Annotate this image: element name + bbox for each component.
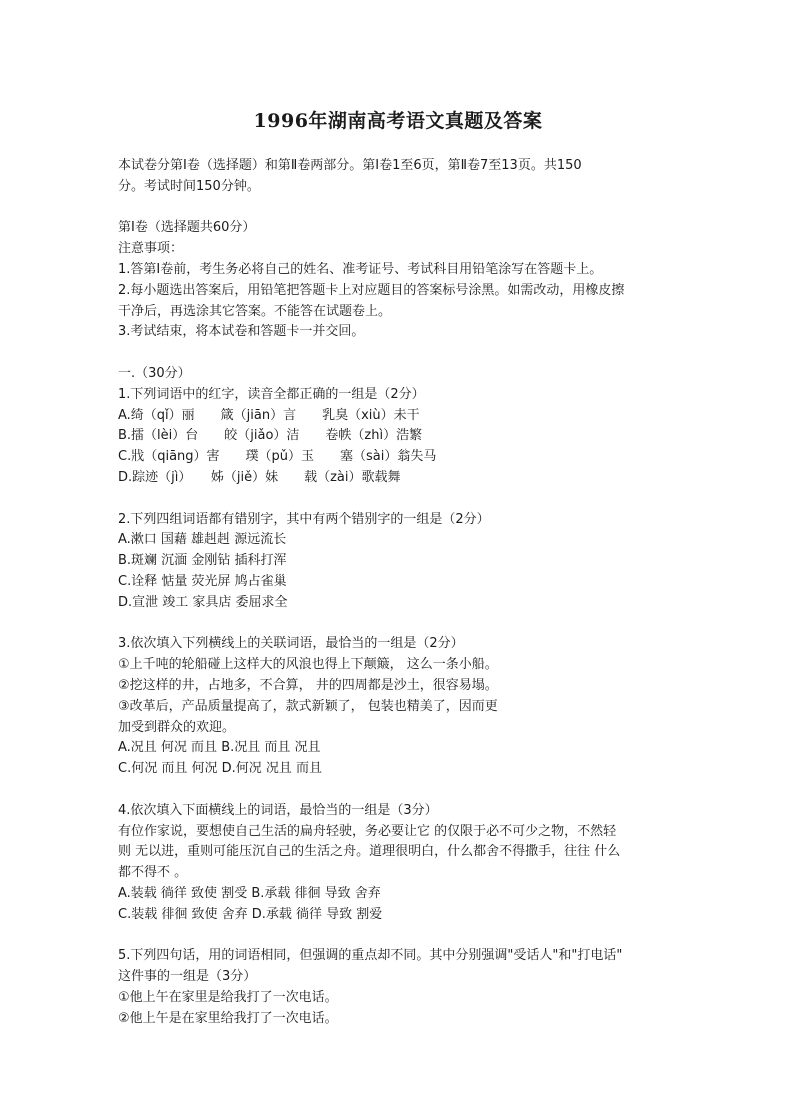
document-title: 1996年湖南高考语文真题及答案 xyxy=(253,110,543,132)
section-heading: 一.（30分） xyxy=(118,365,191,381)
answer-option: C.何况 而且 何况 D.何况 况且 而且 xyxy=(118,761,323,777)
note-line: 2.每小题选出答案后，用铅笔把答题卡上对应题目的答案标号涂黑。如需改动，用橡皮擦 xyxy=(118,282,625,298)
spacer xyxy=(118,780,678,801)
document-body xyxy=(118,156,678,1029)
question-sentence: ②挖这样的井，占地多，不合算， 井的四周都是沙土，很容易塌。 xyxy=(118,677,498,693)
question-sentence: ①上千吨的轮船碰上这样大的风浪也得上下颠簸， 这么一条小船。 xyxy=(118,657,498,673)
answer-option: D.宣泄 竣工 家具店 委屈求全 xyxy=(118,594,288,610)
note-line: 3.考试结束，将本试卷和答题卡一并交回。 xyxy=(118,324,365,340)
answer-option: B.斑斓 沉湎 金刚钻 插科打浑 xyxy=(118,553,287,569)
spacer xyxy=(118,614,678,635)
volume-heading: 第Ⅰ卷（选择题共60分） xyxy=(118,220,256,236)
question-passage: 都不得不 。 xyxy=(118,865,188,881)
question-stem: 5.下列四句话，用的词语相同，但强调的重点却不同。其中分别强调"受话人"和"打电话" xyxy=(118,948,623,964)
spacer xyxy=(118,925,678,946)
question-sentence: ③改革后，产品质量提高了，款式新颖了， 包装也精美了，因而更 xyxy=(118,698,498,714)
answer-option: A.装载 徜徉 致使 割受 B.承载 徘徊 导致 舍弃 xyxy=(118,885,381,901)
question-stem: 1.下列词语中的红字，读音全都正确的一组是（2分） xyxy=(118,386,425,402)
note-line: 1.答第Ⅰ卷前，考生务必将自己的姓名、准考证号、考试科目用铅笔涂写在答题卡上。 xyxy=(118,261,603,277)
spacer xyxy=(118,489,678,510)
intro-line: 分。考试时间150分钟。 xyxy=(118,178,260,194)
intro-line: 本试卷分第Ⅰ卷（选择题）和第Ⅱ卷两部分。第Ⅰ卷1至6页，第Ⅱ卷7至13页。共150 xyxy=(118,158,582,173)
note-line: 干净后，再选涂其它答案。不能答在试题卷上。 xyxy=(118,303,392,319)
question-sentence: ②他上午是在家里给我打了一次电话。 xyxy=(118,1010,338,1026)
question-stem: 这件事的一组是（3分） xyxy=(118,969,257,985)
question-stem: 3.依次填入下列横线上的关联词语，最恰当的一组是（2分） xyxy=(118,636,464,652)
answer-option: C.装载 徘徊 致使 舍弃 D.承载 徜徉 导致 割爱 xyxy=(118,906,383,922)
notes-label: 注意事项： xyxy=(118,241,184,257)
question-sentence: 加受到群众的欢迎。 xyxy=(118,719,236,735)
answer-option: B.擂（lèi）台 皎（jiǎo）洁 卷帙（zhì）浩繁 xyxy=(118,428,423,444)
question-stem: 2.下列四组词语都有错别字，其中有两个错别字的一组是（2分） xyxy=(118,511,490,527)
answer-option: A.漱口 国藉 雄赳赳 源远流长 xyxy=(118,532,287,548)
question-stem: 4.依次填入下面横线上的词语，最恰当的一组是（3分） xyxy=(118,802,438,818)
question-passage: 则 无以进，重则可能压沉自己的生活之舟。道理很明白，什么都舍不得撒手，往往 什么 xyxy=(118,844,621,860)
answer-option: A.况且 何况 而且 B.况且 而且 况且 xyxy=(118,740,321,756)
spacer xyxy=(118,343,678,364)
question-passage: 有位作家说，要想使自己生活的扁舟轻驶，务必要让它 的仅限于必不可少之物，不然轻 xyxy=(118,823,617,839)
answer-option: D.踪迹（jì） 姊（jiě）妹 载（zài）歌载舞 xyxy=(118,469,401,485)
question-sentence: ①他上午在家里是给我打了一次电话。 xyxy=(118,989,338,1005)
spacer xyxy=(118,198,678,219)
answer-option: A.绮（qǐ）丽 箴（jiān）言 乳臭（xiù）未干 xyxy=(118,407,420,423)
answer-option: C.诠释 惦量 荧光屏 鸠占雀巢 xyxy=(118,573,287,589)
answer-option: C.戕（qiāng）害 璞（pǔ）玉 塞（sài）翁失马 xyxy=(118,449,437,465)
